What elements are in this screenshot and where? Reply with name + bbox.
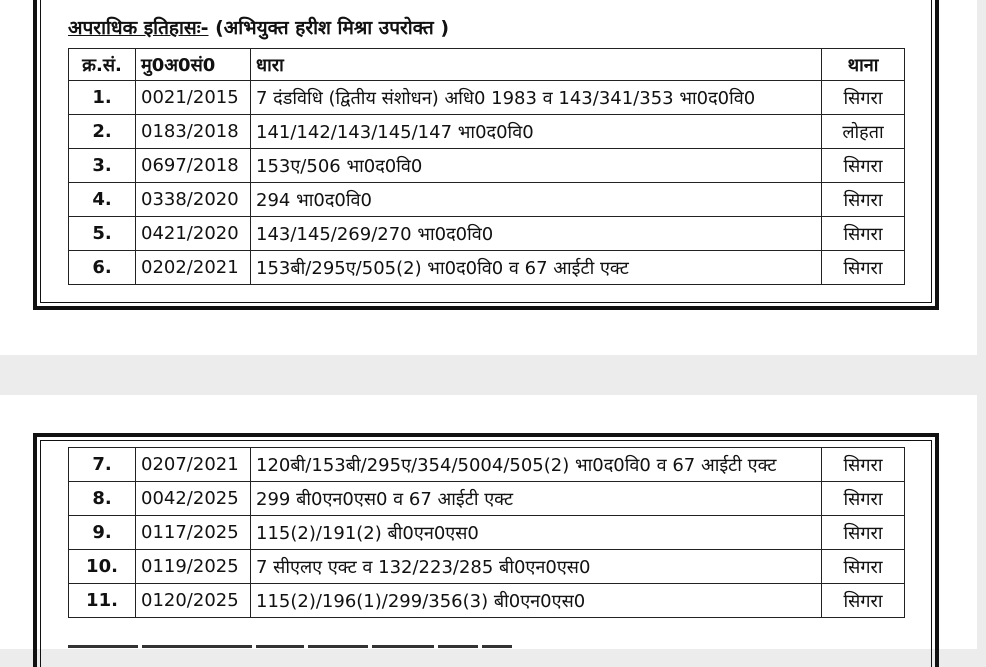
table-body-page-2	[69, 448, 905, 618]
section-cell: 120बी/153बी/295ए/354/5004/505(2) भा0द0वि0 व 67 आईटी एक्ट	[251, 448, 822, 482]
serial-cell: 2.	[69, 115, 136, 149]
serial-cell: 11.	[69, 584, 136, 618]
section-cell: 153ए/506 भा0द0वि0	[251, 149, 822, 183]
case-number-cell: 0042/2025	[136, 482, 251, 516]
table-row	[69, 550, 905, 584]
case-number-cell: 0421/2020	[136, 217, 251, 251]
case-number-cell: 0119/2025	[136, 550, 251, 584]
section-cell: 7 सीएलए एक्ट व 132/223/285 बी0एन0एस0	[251, 550, 822, 584]
table-row	[69, 448, 905, 482]
serial-cell: 1.	[69, 81, 136, 115]
section-cell: 115(2)/196(1)/299/356(3) बी0एन0एस0	[251, 584, 822, 618]
table-row	[69, 251, 905, 285]
case-number-cell: 0202/2021	[136, 251, 251, 285]
heading-label: अपराधिक इतिहासः-	[68, 17, 209, 39]
table-row	[69, 217, 905, 251]
case-number-cell: 0697/2018	[136, 149, 251, 183]
police-station-cell: सिगरा	[822, 448, 905, 482]
police-station-cell: सिगरा	[822, 217, 905, 251]
section-cell: 294 भा0द0वि0	[251, 183, 822, 217]
table-body-page-1	[69, 81, 905, 285]
criminal-history-heading	[68, 14, 449, 40]
police-station-cell: सिगरा	[822, 550, 905, 584]
serial-cell: 7.	[69, 448, 136, 482]
section-cell: 153बी/295ए/505(2) भा0द0वि0 व 67 आईटी एक्ट	[251, 251, 822, 285]
section-cell: 143/145/269/270 भा0द0वि0	[251, 217, 822, 251]
police-station-cell: सिगरा	[822, 251, 905, 285]
table-row	[69, 149, 905, 183]
header-serial: क्र.सं.	[69, 49, 136, 81]
heading-note: (अभियुक्त हरीश मिश्रा उपरोक्त )	[208, 17, 450, 39]
serial-cell: 5.	[69, 217, 136, 251]
police-station-cell: सिगरा	[822, 81, 905, 115]
section-cell: 299 बी0एन0एस0 व 67 आईटी एक्ट	[251, 482, 822, 516]
serial-cell: 6.	[69, 251, 136, 285]
police-station-cell: सिगरा	[822, 149, 905, 183]
police-station-cell: सिगरा	[822, 183, 905, 217]
section-cell: 7 दंडविधि (द्वितीय संशोधन) अधि0 1983 व 143/341/353 भा0द0वि0	[251, 81, 822, 115]
case-number-cell: 0120/2025	[136, 584, 251, 618]
table-row	[69, 584, 905, 618]
police-station-cell: सिगरा	[822, 516, 905, 550]
serial-cell: 4.	[69, 183, 136, 217]
criminal-history-table-continued	[68, 447, 905, 618]
criminal-history-table	[68, 48, 905, 285]
case-number-cell: 0117/2025	[136, 516, 251, 550]
serial-cell: 9.	[69, 516, 136, 550]
case-number-cell: 0207/2021	[136, 448, 251, 482]
section-cell: 115(2)/191(2) बी0एन0एस0	[251, 516, 822, 550]
header-section: धारा	[251, 49, 822, 81]
serial-cell: 10.	[69, 550, 136, 584]
table-row	[69, 482, 905, 516]
table-row	[69, 183, 905, 217]
police-station-cell: सिगरा	[822, 482, 905, 516]
case-number-cell: 0021/2015	[136, 81, 251, 115]
cut-off-text-line	[68, 637, 563, 649]
header-case-number: मु0अ0सं0	[136, 49, 251, 81]
table-row	[69, 516, 905, 550]
case-number-cell: 0183/2018	[136, 115, 251, 149]
serial-cell: 8.	[69, 482, 136, 516]
police-station-cell: लोहता	[822, 115, 905, 149]
header-police-station: थाना	[822, 49, 905, 81]
police-station-cell: सिगरा	[822, 584, 905, 618]
table-row	[69, 115, 905, 149]
table-header-row	[69, 49, 905, 81]
serial-cell: 3.	[69, 149, 136, 183]
section-cell: 141/142/143/145/147 भा0द0वि0	[251, 115, 822, 149]
case-number-cell: 0338/2020	[136, 183, 251, 217]
table-row	[69, 81, 905, 115]
